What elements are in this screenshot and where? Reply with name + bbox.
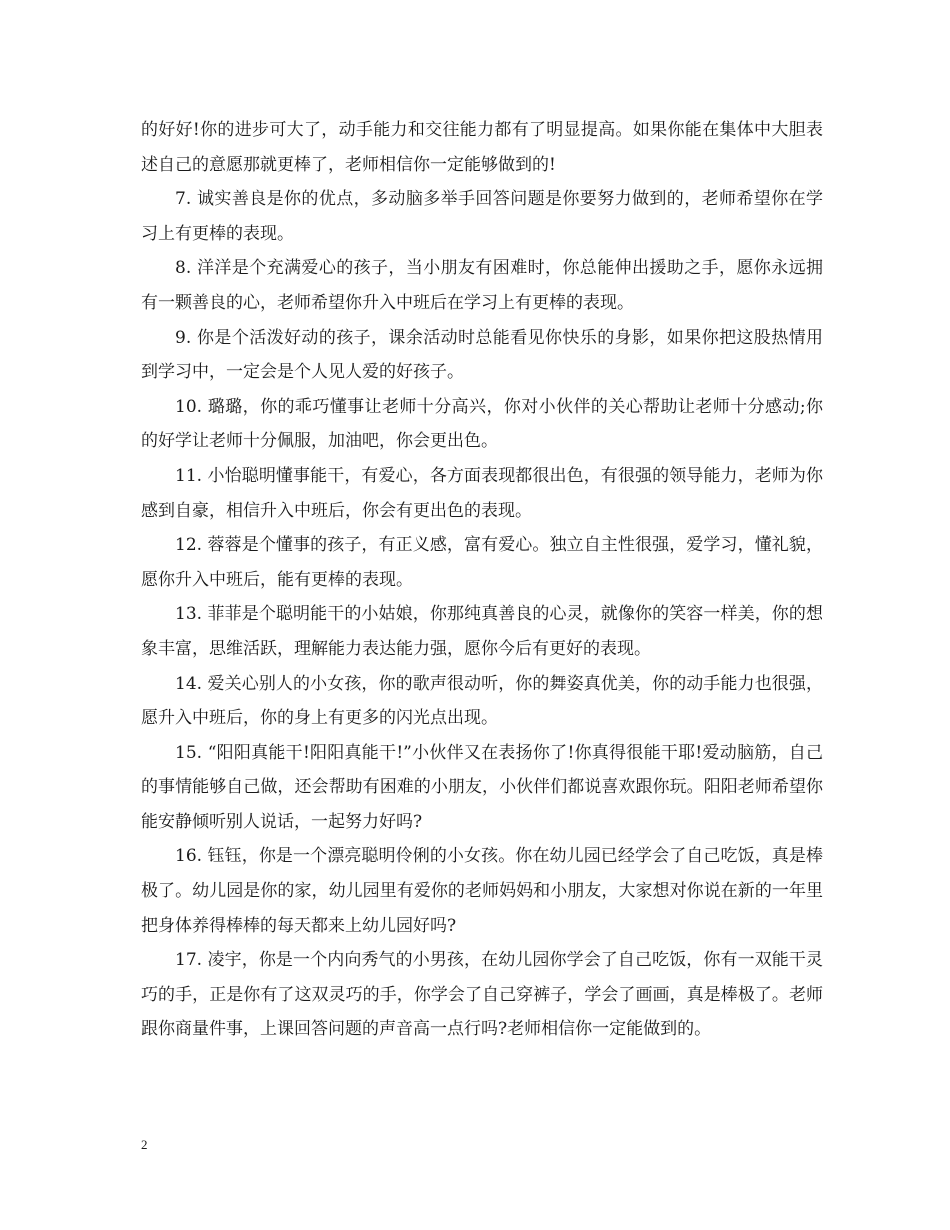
paragraph-16: 16. 钰钰，你是一个漂亮聪明伶俐的小女孩。你在幼儿园已经学会了自己吃饭，真是棒极了。幼儿园是你的家，幼儿园里有爱你的老师妈妈和小朋友，大家想对你说在新的一年里把身体养得棒棒的每天都来上幼儿园好吗? (141, 846, 823, 936)
paragraph-17: 17. 凌宇，你是一个内向秀气的小男孩，在幼儿园你学会了自己吃饭，你有一双能干灵巧的手，正是你有了这双灵巧的手，你学会了自己穿裤子，学会了画画，真是棒极了。老师跟你商量件事，上课回答问题的声音高一点行吗?老师相信你一定能做到的。 (141, 950, 823, 1040)
paragraph-12: 12. 蓉蓉是个懂事的孩子，有正义感，富有爱心。独立自主性很强，爱学习，懂礼貌，愿你升入中班后，能有更棒的表现。 (141, 535, 823, 590)
paragraph-8: 8. 洋洋是个充满爱心的孩子，当小朋友有困难时，你总能伸出援助之手，愿你永远拥有一颗善良的心，老师希望你升入中班后在学习上有更棒的表现。 (141, 258, 823, 313)
paragraph-13: 13. 菲菲是个聪明能干的小姑娘，你那纯真善良的心灵，就像你的笑容一样美，你的想象丰富，思维活跃，理解能力表达能力强，愿你今后有更好的表现。 (141, 604, 823, 659)
document-body (141, 113, 823, 1047)
paragraph-11: 11. 小怡聪明懂事能干，有爱心，各方面表现都很出色，有很强的领导能力，老师为你感到自豪，相信升入中班后，你会有更出色的表现。 (141, 465, 823, 521)
page-number: 2 (141, 1137, 148, 1152)
paragraph-15: 15. “阳阳真能干!阳阳真能干!”小伙伴又在表扬你了!你真得很能干耶!爱动脑筋，自己的事情能够自己做，还会帮助有困难的小朋友，小伙伴们都说喜欢跟你玩。阳阳老师希望你能安静倾听别人说话，一起努力好吗? (141, 742, 823, 832)
paragraph-9: 9. 你是个活泼好动的孩子，课余活动时总能看见你快乐的身影，如果你把这股热情用到学习中，一定会是个人见人爱的好孩子。 (141, 327, 823, 383)
paragraph-7: 7. 诚实善良是你的优点，多动脑多举手回答问题是你要努力做到的，老师希望你在学习上有更棒的表现。 (141, 189, 823, 244)
paragraph-10: 10. 璐璐，你的乖巧懂事让老师十分高兴，你对小伙伴的关心帮助让老师十分感动;你的好学让老师十分佩服，加油吧，你会更出色。 (141, 396, 823, 452)
paragraph-14: 14. 爱关心别人的小女孩，你的歌声很动听，你的舞姿真优美，你的动手能力也很强，愿升入中班后，你的身上有更多的闪光点出现。 (141, 673, 823, 729)
paragraph-continued: 的好好!你的进步可大了，动手能力和交往能力都有了明显提高。如果你能在集体中大胆表述自己的意愿那就更棒了，老师相信你一定能够做到的! (141, 120, 823, 175)
